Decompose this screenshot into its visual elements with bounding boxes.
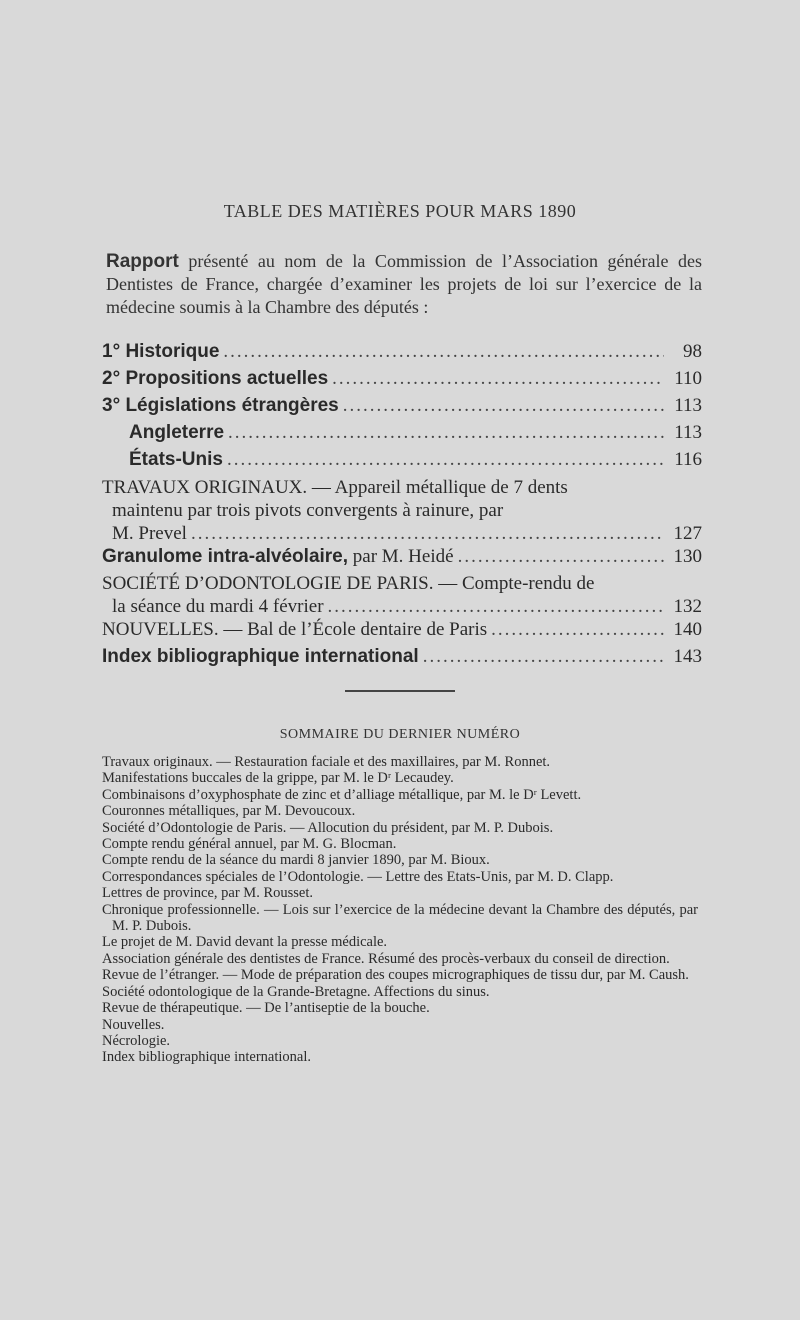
toc-label: M. Prevel [112, 523, 187, 544]
sommaire-item: Chronique professionnelle. — Lois sur l’exercice de la médecine devant la Chambre des députés, par M. P. Dubois. [102, 901, 698, 935]
sommaire-item: Société d’Odontologie de Paris. — Allocution du président, par M. P. Dubois. [102, 819, 554, 836]
table-of-contents [102, 341, 702, 673]
sommaire-item: Revue de thérapeutique. — De l’antiseptie de la bouche. [102, 1000, 430, 1017]
page-title: TABLE DES MATIÈRES POUR MARS 1890 [223, 201, 577, 221]
sommaire-item: Combinaisons d’oxyphosphate de zinc et d’alliage métallique, par M. le Dʳ Levett. [102, 786, 582, 803]
sommaire-item: Association générale des dentistes de France. Résumé des procès-verbaux du conseil de direction. [102, 950, 670, 967]
toc-page: 130 [673, 546, 702, 567]
sommaire-item: Manifestations buccales de la grippe, par M. le Dʳ Lecaudey. [102, 770, 454, 787]
toc-page: 132 [673, 596, 702, 617]
toc-label: NOUVELLES. — Bal de l’École dentaire de Paris [102, 619, 488, 640]
sommaire-item: Index bibliographique international. [102, 1049, 311, 1066]
divider [345, 690, 455, 692]
toc-label-bold: Granulome intra-alvéolaire, [102, 546, 349, 567]
intro-bold: Rapport [106, 251, 179, 272]
toc-label: Angleterre [129, 422, 225, 443]
toc-page: 140 [673, 619, 702, 640]
toc-label: Index bibliographique international [102, 646, 419, 667]
toc-page: 98 [683, 341, 702, 362]
toc-entry [102, 422, 702, 449]
toc-label: États-Unis [129, 449, 223, 470]
toc-line: SOCIÉTÉ D’ODONTOLOGIE DE PARIS. — Compte-rendu de [102, 573, 595, 594]
sommaire-item: Société odontologique de la Grande-Bretagne. Affections du sinus. [102, 983, 490, 1000]
toc-entry [102, 449, 702, 476]
intro-text: présenté au nom de la Commission de l’Association générale des Dentistes de France, chargée d’examiner les projets de loi sur l’exercice de la médecine soumis à la Chambre des députés : [106, 251, 702, 317]
sommaire-item: Nécrologie. [102, 1032, 171, 1049]
toc-entry [102, 572, 702, 619]
sommaire-item: Revue de l’étranger. — Mode de préparation des coupes micrographiques de tissu dur, par M. Caush. [102, 967, 689, 984]
sommaire-item: Correspondances spéciales de l’Odontologie. — Lettre des Etats-Unis, par M. D. Clapp. [102, 868, 614, 885]
intro-paragraph [106, 250, 702, 319]
toc-page: 116 [674, 449, 702, 470]
sommaire-title: SOMMAIRE DU DERNIER NUMÉRO [279, 727, 521, 742]
toc-entry [102, 476, 702, 546]
sommaire-item: Nouvelles. [102, 1016, 165, 1033]
sommaire-item: Compte rendu de la séance du mardi 8 janvier 1890, par M. Bioux. [102, 852, 490, 869]
toc-page: 143 [673, 646, 702, 667]
toc-page: 113 [674, 422, 702, 443]
toc-entry [102, 619, 702, 646]
sommaire-item: Couronnes métalliques, par M. Devoucoux. [102, 803, 356, 820]
sommaire-item: Lettres de province, par M. Rousset. [102, 885, 314, 902]
toc-label-rest: par M. Heidé [348, 546, 454, 567]
toc-line: TRAVAUX ORIGINAUX. — Appareil métallique de 7 dents [102, 477, 568, 498]
sommaire-list [102, 754, 698, 1066]
toc-line: maintenu par trois pivots convergents à rainure, par [112, 500, 504, 521]
sommaire-item: Travaux originaux. — Restauration faciale et des maxillaires, par M. Ronnet. [102, 754, 551, 770]
toc-page: 113 [674, 395, 702, 416]
toc-entry [102, 546, 702, 572]
toc-label: 2° Propositions actuelles [102, 368, 329, 389]
toc-page: 110 [674, 368, 702, 389]
toc-label: 1° Historique [102, 341, 220, 362]
sommaire-item: Compte rendu général annuel, par M. G. Blocman. [102, 836, 397, 853]
toc-page: 127 [673, 523, 702, 544]
toc-entry [102, 368, 702, 395]
toc-entry [102, 646, 702, 673]
toc-label: 3° Législations étrangères [102, 395, 339, 416]
sommaire-item: Le projet de M. David devant la presse médicale. [102, 934, 388, 951]
toc-entry [102, 395, 702, 422]
toc-entry [102, 341, 702, 368]
toc-label: la séance du mardi 4 février [112, 596, 324, 617]
